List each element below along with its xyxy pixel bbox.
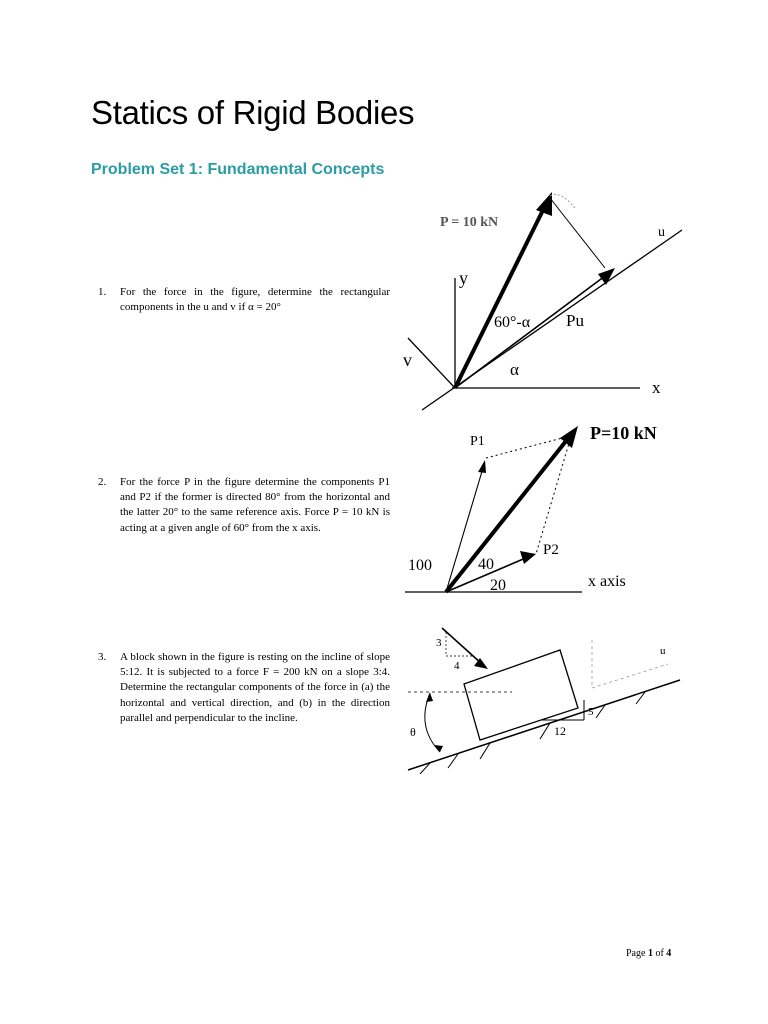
projection-line — [550, 198, 605, 268]
problem-text: A block shown in the figure is resting on the incline of slope 5:12. It is subjected to a force F = 200 kN on a slope 3:4. Determine the rectangular components of the force in (a) the horizontal and vertical direction, and (b) in the direction parallel and perpendicular to the incline. — [120, 651, 390, 724]
page-of: of — [655, 948, 664, 959]
force-label: P = 10 kN — [440, 215, 499, 230]
v-axis-label: v — [403, 350, 412, 370]
u-reference-dashed — [592, 640, 668, 688]
force-p-arrowhead — [536, 192, 552, 216]
figure-2 — [400, 418, 700, 600]
figure-1-diagram — [400, 188, 690, 416]
problem-number: 2. — [98, 476, 107, 488]
alpha-label: α — [510, 360, 519, 379]
x-axis-label: x — [652, 378, 661, 397]
figure-2-diagram — [400, 418, 700, 600]
page-total: 4 — [666, 948, 672, 959]
p1-arrowhead — [478, 460, 486, 473]
u-axis-label: u — [660, 645, 666, 657]
problem-3 — [98, 650, 390, 726]
problem-number: 1. — [98, 286, 107, 298]
force-f-line — [442, 628, 482, 664]
u-axis-label: u — [658, 225, 665, 240]
theta-label: θ — [410, 725, 416, 739]
problem-text: For the force in the figure, determine the rectangular components in the u and v if α = 20° — [120, 286, 390, 314]
pu-component-line — [455, 276, 605, 388]
angle-100-label: 100 — [408, 557, 432, 574]
angle-40-label: 40 — [478, 556, 494, 573]
theta-arc — [425, 693, 440, 752]
theta-arrow-top — [426, 693, 433, 702]
slope-5-label: 5 — [588, 706, 594, 718]
slope-4-label: 4 — [454, 660, 460, 672]
problem-1 — [98, 285, 390, 315]
page-word: Page — [626, 948, 646, 959]
p1-label: P1 — [470, 434, 485, 449]
page-current: 1 — [647, 948, 653, 959]
figure-3 — [400, 622, 690, 774]
faint-construction-line — [550, 195, 575, 209]
slope-12-label: 12 — [554, 724, 566, 738]
angle-label: 60°-α — [494, 314, 531, 331]
pu-arrowhead — [598, 268, 615, 285]
problem-number: 3. — [98, 651, 107, 663]
problem-text: For the force P in the figure determine the components P1 and P2 if the former is directed 80° from the horizontal and the latter 20° to the same reference axis. Force P = 10 kN is acting at a given angle of 60° from the x axis. — [120, 476, 390, 534]
x-axis-label: x axis — [588, 573, 626, 590]
document-title: Statics of Rigid Bodies — [91, 94, 415, 131]
p2-arrowhead — [520, 551, 536, 564]
p1-line — [446, 468, 483, 592]
figure-3-diagram — [400, 622, 690, 774]
pu-label: Pu — [566, 311, 584, 330]
p2-label: P2 — [543, 542, 559, 558]
force-p-line — [446, 436, 570, 592]
force-p-line — [455, 206, 545, 388]
problem-set-subtitle: Problem Set 1: Fundamental Concepts — [91, 161, 385, 178]
angle-20-label: 20 — [490, 577, 506, 594]
problem-2 — [98, 475, 390, 536]
page-footer — [626, 948, 671, 959]
v-axis-line — [408, 338, 455, 388]
figure-1 — [400, 188, 690, 416]
y-axis-label: y — [459, 268, 468, 288]
slope-3-label: 3 — [436, 637, 442, 649]
force-label: P=10 kN — [590, 423, 657, 443]
